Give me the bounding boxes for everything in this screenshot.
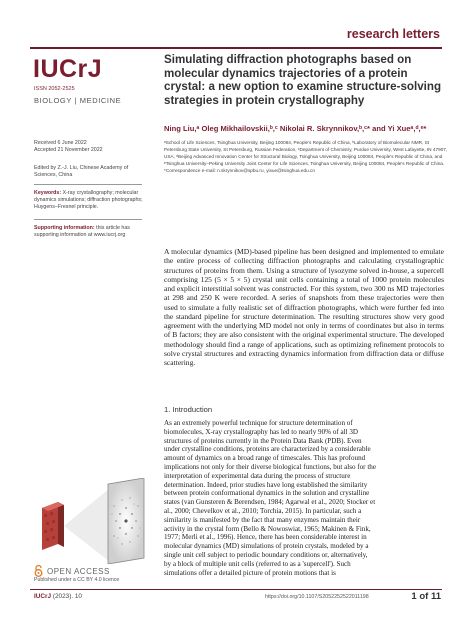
xray-beam-cone [64, 488, 110, 562]
open-lock-icon [34, 565, 43, 577]
edited-by: Edited by Z.-J. Liu, Chinese Academy of Sciences, China [34, 165, 129, 179]
graphical-abstract-figure [34, 478, 154, 564]
article-authors: Ning Liu,ᵃ Oleg Mikhailovskii,ᵇ,ᶜ Nikolai R. Skrynnikov,ᵇ,ᶜ* and Yi Xueᵃ,ᵈ,ᵉ* [164, 124, 427, 133]
license-text: Published under a CC BY 4.0 licence [34, 577, 120, 583]
keywords-label: Keywords: [34, 190, 62, 196]
journal-logo: IUCrJ [33, 55, 103, 83]
accepted-date: Accepted 21 November 2022 [34, 147, 103, 153]
protein-crystal-block [42, 502, 64, 550]
article-abstract: A molecular dynamics (MD)-based pipeline has been designed and implemented to emulate the entire process of collecting diffraction photographs and calculating crystallographic structures of proteins from them. Using a structure of lysozyme solved in-house, a supercell comprising 125 (5 × 5 × 5) crystal unit cells containing a total of 1000 protein molecules and explicit interstitial solvent was constructed. For this system, two 300 ns MD trajectories at 298 and 250 K were recorded. A series of snapshots from these trajectories were then used to simulate a fully realistic set of diffraction photographs, which were further fed into the standard pipeline for structure determination. The resulting structures show very good agreement with the underlying MD model not only in terms of coordinates but also in terms of B factors; they are also consistent with the original experimental structure. The developed methodology should find a range of applications, such as optimizing refinement protocols to solve crystal structures and extracting dynamics information from diffraction data or diffuse scattering. [164, 247, 444, 367]
supporting-info [34, 225, 146, 239]
footer-doi-link[interactable]: https://doi.org/10.1107/S2052252522011198 [265, 594, 369, 600]
detector-panel [108, 478, 144, 564]
sidebar-divider [34, 184, 142, 185]
section-label: research letters [346, 27, 440, 41]
sidebar-divider [34, 219, 142, 220]
footer-rule [30, 589, 442, 590]
keywords-text: X-ray crystallography; molecular dynamics simulations; diffraction photographs; Huygens–Fresnel principle. [34, 190, 143, 211]
journal-issn: ISSN 2052-2525 [34, 86, 75, 92]
footer-journal: IUCrJ [34, 593, 52, 600]
supporting-label: Supporting information: [34, 225, 95, 231]
open-access-label: OPEN ACCESS [47, 566, 110, 576]
received-date: Received 6 June 2022 [34, 140, 87, 146]
keywords-block [34, 190, 146, 212]
journal-subtitle: BIOLOGY | MEDICINE [34, 96, 122, 105]
page-header [0, 0, 474, 50]
header-rule [30, 47, 442, 49]
article-affiliations: ᵃSchool of Life Sciences, Tsinghua University, Beijing 100084, People's Republic of China, ᵇLaboratory of Biomolecular NMR, St Petersburg State University, St Petersburg, Russian Federation, ᶜDepartment of Chemistry, Purdue University, West Lafayette, IN 47907, USA, ᵈBeijing Advanced Innovation Center for Structural Biology, Tsinghua University, Beijing 100084, People's Republic of China, and ᵉTsinghua University–Peking University Joint Center for Life Sciences, Tsinghua University, Beijing 100084, People's Republic of China. *Correspondence e-mail: n.skrynnikov@spbu.ru, yixue@tsinghua.edu.cn [164, 140, 448, 173]
footer-year-volume: (2023). 10 [52, 593, 82, 600]
footer-page-number: 1 of 11 [411, 591, 441, 602]
supporting-text[interactable]: this article has supporting information at www.iucrj.org [34, 225, 130, 239]
open-access-badge[interactable] [34, 565, 110, 577]
intro-text: As an extremely powerful technique for structure determination of biomolecules, X-ray crystallography has led to nearly 90% of all 3D structures of proteins currently in the Protein Data Bank (PDB). Even under crystalline conditions, proteins are characterized by a considerable amount of dynamics on a broad range of timescales. This has profound implications not only for their diverse biological functions, but also for the interpretation of experimental data during the process of structure determination. Indeed, prior studies have long established the similarity between protein conformational dynamics in the solution and crystalline states (van Gunsteren & Berendsen, 1984; Agarwal et al., 2020; Stocker et al., 2000; Chevelkov et al., 2010; Torchia, 2015). In particular, such a similarity is manifested by the fact that many enzymes maintain their activity in the crystal form (Bello & Nowoswiat, 1965; Makinen & Fink, 1977; Merli et al., 1996). Hence, there has been considerable interest in molecular dynamics (MD) simulations of protein crystals, modeled by a single unit cell subject to periodic boundary conditions or, alternatively, by a block of multiple unit cells (referred to as a 'supercell'). Such simulations offer a detailed picture of protein motions that is [164, 419, 376, 577]
article-title: Simulating diffraction photographs based on molecular dynamics trajectories of a protein crystal: a new option to examine structure-solving strategies in protein crystallography [164, 53, 442, 107]
intro-heading: 1. Introduction [164, 405, 213, 414]
footer-citation [34, 593, 82, 600]
